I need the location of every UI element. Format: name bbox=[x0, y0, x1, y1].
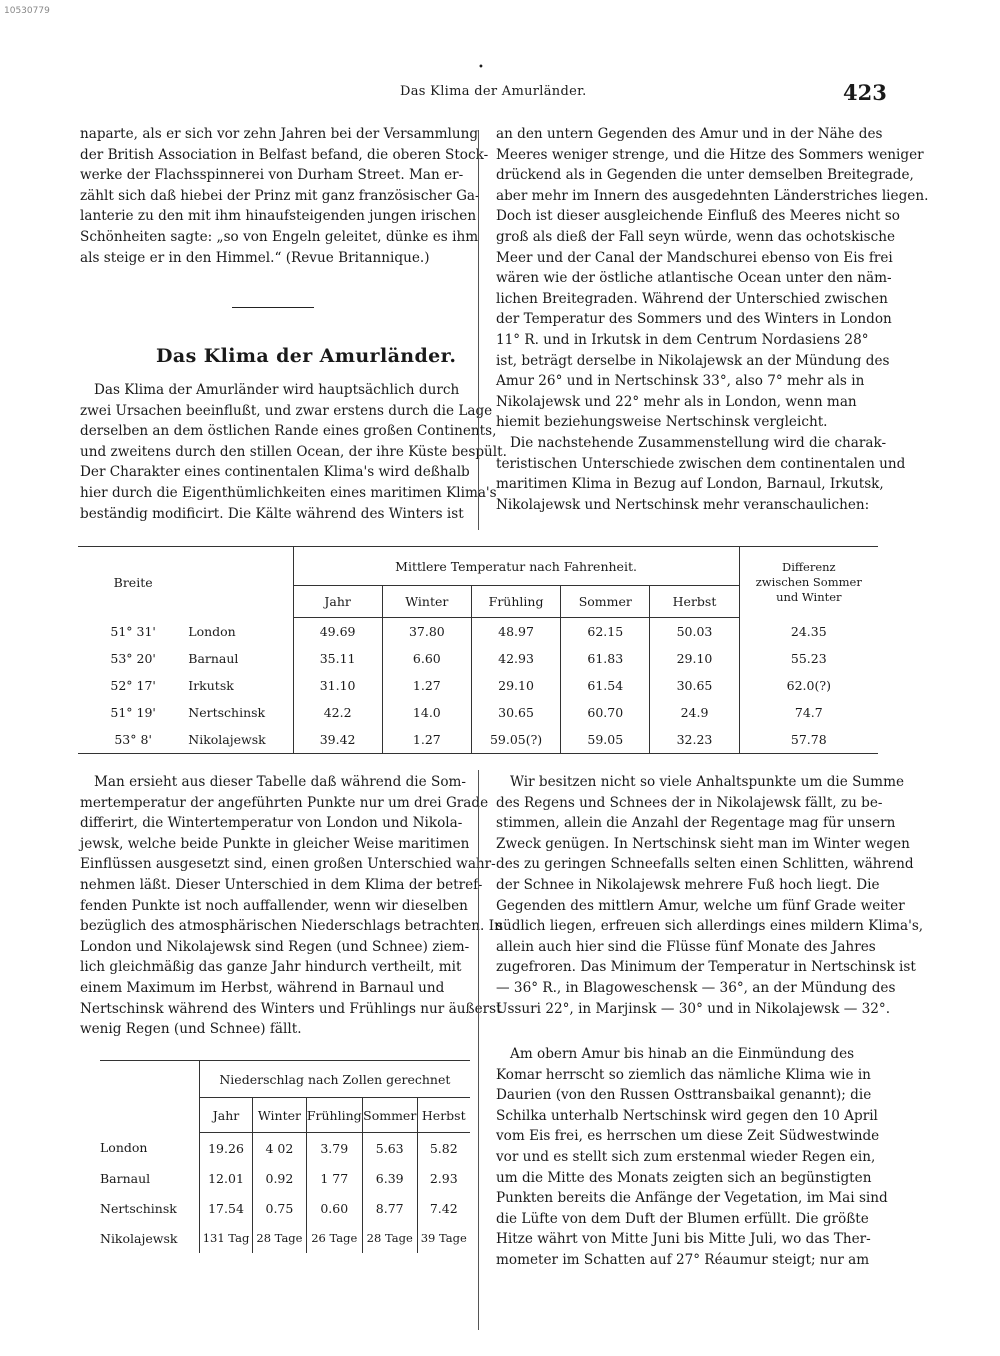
text-line: Nikolajewsk und 22° mehr als in London, wenn man bbox=[496, 393, 857, 410]
text-line: lichen Breitegraden. Während der Unterschied zwischen bbox=[496, 290, 888, 307]
text-line: nehmen läßt. Dieser Unterschied in dem Klima der betref- bbox=[80, 876, 483, 893]
text-line: der Temperatur des Sommers und des Winters in London bbox=[496, 311, 892, 328]
difference-header-line: zwischen Sommer bbox=[755, 574, 862, 589]
table-row bbox=[100, 1223, 470, 1253]
right-column-bottom bbox=[496, 1044, 888, 1271]
value-cell: 17.54 bbox=[199, 1193, 252, 1223]
text-line: ist, beträgt derselbe in Nikolajewsk an der Mündung des bbox=[496, 352, 890, 369]
text-line: an den untern Gegenden des Amur und in der Nähe des bbox=[496, 126, 883, 142]
text-line: Schilka unterhalb Nertschinsk wird gegen den 10 April bbox=[496, 1107, 878, 1124]
place-cell: Nikolajewsk bbox=[188, 732, 266, 747]
value-cell: 31.10 bbox=[293, 672, 382, 699]
table-row bbox=[78, 726, 878, 754]
value-cell: 0.75 bbox=[253, 1193, 306, 1223]
text-line: Meer und der Canal der Mandschurei ebenso von Eis frei bbox=[496, 249, 893, 266]
place-cell: Barnaul bbox=[100, 1170, 151, 1186]
place-cell: Barnaul bbox=[188, 651, 239, 666]
difference-cell: 57.78 bbox=[739, 726, 878, 754]
precipitation-group-header: Niederschlag nach Zollen gerechnet bbox=[199, 1061, 470, 1098]
text-line: des zu geringen Schneefalls selten einen Schlitten, während bbox=[496, 856, 914, 873]
text-line: die Lüfte von dem Duft der Blumen erfüllt. Die größte bbox=[496, 1210, 869, 1227]
left-column-top bbox=[80, 124, 489, 268]
value-cell: 29.10 bbox=[650, 645, 739, 672]
text-line: vom Eis frei, es herrschen um diese Zeit Südwestwinde bbox=[496, 1128, 880, 1145]
col-header-jahr: Jahr bbox=[293, 586, 382, 618]
col-header-sommer: Sommer bbox=[362, 1098, 417, 1133]
running-head: Das Klima der Amurländer. bbox=[400, 84, 587, 99]
column-divider-top bbox=[478, 130, 479, 530]
text-line: beständig modificirt. Die Kälte während des Winters ist bbox=[80, 505, 464, 522]
value-cell: 26 Tage bbox=[306, 1223, 362, 1253]
right-column-mid bbox=[496, 772, 924, 1019]
text-line: Daurien (von den Russen Osttransbaikal genannt); die bbox=[496, 1087, 872, 1104]
text-line: allein auch hier sind die Flüsse fünf Monate des Jahres bbox=[496, 938, 876, 955]
text-line: und zweitens durch den stillen Ocean, der ihre Küste bespült. bbox=[80, 443, 507, 460]
column-divider-bottom bbox=[478, 770, 479, 1330]
text-line: Man ersieht aus dieser Tabelle daß während die Som- bbox=[94, 774, 466, 790]
value-cell: 1.27 bbox=[382, 726, 471, 754]
left-column-mid bbox=[80, 772, 503, 1040]
table-row bbox=[78, 645, 878, 672]
value-cell: 19.26 bbox=[199, 1133, 252, 1164]
text-line: Nikolajewsk und Nertschinsk mehr veranschaulichen: bbox=[496, 496, 870, 513]
text-line: wären wie der östliche atlantische Ocean unter den näm- bbox=[496, 270, 892, 287]
value-cell: 5.82 bbox=[417, 1133, 470, 1164]
text-line: Einflüssen ausgesetzt sind, einen großen Unterschied wahr- bbox=[80, 856, 496, 873]
difference-cell: 55.23 bbox=[739, 645, 878, 672]
value-cell: 30.65 bbox=[650, 672, 739, 699]
text-line: der Schnee in Nikolajewsk mehrere Fuß hoch liegt. Die bbox=[496, 876, 880, 893]
value-cell: 3.79 bbox=[306, 1133, 362, 1164]
table-row bbox=[100, 1133, 470, 1164]
difference-cell: 62.0(?) bbox=[739, 672, 878, 699]
text-line: Punkten bereits die Anfänge der Vegetation, im Mai sind bbox=[496, 1190, 888, 1207]
value-cell: 61.83 bbox=[561, 645, 650, 672]
difference-header-line: Differenz bbox=[781, 559, 836, 574]
latitude-cell: 52° 17' bbox=[110, 678, 156, 693]
left-column-intro bbox=[80, 380, 507, 524]
value-cell: 48.97 bbox=[471, 618, 560, 646]
value-cell: 131 Tag bbox=[199, 1223, 252, 1253]
ornament-dot: • bbox=[478, 62, 484, 73]
article-title: Das Klima der Amurländer. bbox=[156, 345, 457, 367]
value-cell: 35.11 bbox=[293, 645, 382, 672]
text-line: teristischen Unterschiede zwischen dem continentalen und bbox=[496, 455, 906, 472]
text-line: mometer im Schatten auf 27° Réaumur steigt; nur am bbox=[496, 1251, 870, 1268]
value-cell: 59.05(?) bbox=[471, 726, 560, 754]
table-row bbox=[78, 618, 878, 646]
text-line: Hitze währt von Mitte Juni bis Mitte Juli, wo das Ther- bbox=[496, 1231, 871, 1248]
text-line: mertemperatur der angeführten Punkte nur um drei Grade bbox=[80, 794, 489, 811]
place-cell: London bbox=[188, 623, 236, 639]
value-cell: 0.92 bbox=[253, 1163, 306, 1193]
value-cell: 42.93 bbox=[471, 645, 560, 672]
value-cell: 5.63 bbox=[362, 1133, 417, 1164]
precipitation-table bbox=[100, 1060, 470, 1253]
value-cell: 29.10 bbox=[471, 672, 560, 699]
value-cell: 2.93 bbox=[417, 1163, 470, 1193]
value-cell: 59.05 bbox=[561, 726, 650, 754]
text-line: Amur 26° und in Nertschinsk 33°, also 7° mehr als in bbox=[496, 373, 865, 390]
value-cell: 30.65 bbox=[471, 699, 560, 726]
text-line: vor und es stellt sich zum erstenmal wieder Regen ein, bbox=[496, 1148, 876, 1165]
table-row bbox=[100, 1163, 470, 1193]
latitude-cell: 51° 31' bbox=[110, 623, 156, 639]
value-cell: 62.15 bbox=[561, 618, 650, 646]
temperature-group-header: Mittlere Temperatur nach Fahrenheit. bbox=[293, 547, 739, 586]
col-header-jahr: Jahr bbox=[199, 1098, 252, 1133]
text-line: London und Nikolajewsk sind Regen (und Schnee) ziem- bbox=[80, 938, 470, 955]
text-line: Nertschinsk während des Winters und Frühlings nur äußerst bbox=[80, 1000, 502, 1017]
text-line: Der Charakter eines continentalen Klima's wird deßhalb bbox=[80, 464, 470, 481]
value-cell: 39.42 bbox=[293, 726, 382, 754]
text-line: lanterie zu den mit ihm hinaufsteigenden jungen irischen bbox=[80, 208, 477, 225]
right-column-top bbox=[496, 124, 929, 515]
value-cell: 24.9 bbox=[650, 699, 739, 726]
value-cell: 8.77 bbox=[362, 1193, 417, 1223]
latitude-cell: 51° 19' bbox=[110, 705, 156, 720]
value-cell: 50.03 bbox=[650, 618, 739, 646]
text-line: südlich liegen, erfreuen sich allerdings eines mildern Klima's, bbox=[496, 918, 924, 935]
difference-header-line: und Winter bbox=[776, 589, 842, 604]
col-header-herbst: Herbst bbox=[650, 586, 739, 618]
col-header-fruehling: Frühling bbox=[471, 586, 560, 618]
place-cell: Irkutsk bbox=[188, 678, 234, 693]
text-line: — 36° R., in Blagoweschensk — 36°, an der Mündung des bbox=[496, 979, 896, 996]
table-row bbox=[78, 672, 878, 699]
text-line: maritimen Klima in Bezug auf London, Barnaul, Irkutsk, bbox=[496, 476, 884, 493]
text-line: Am obern Amur bis hinab an die Einmündung des bbox=[510, 1046, 855, 1062]
place-cell: Nertschinsk bbox=[188, 705, 266, 720]
value-cell: 4 02 bbox=[253, 1133, 306, 1164]
text-line: Ussuri 22°, in Marjinsk — 30° und in Nikolajewsk — 32°. bbox=[496, 1000, 891, 1017]
text-line: derselben an dem östlichen Rande eines großen Continents, bbox=[80, 423, 497, 440]
table-row bbox=[100, 1193, 470, 1223]
col-header-herbst: Herbst bbox=[417, 1098, 470, 1133]
text-line: jewsk, welche beide Punkte in gleicher Weise maritimen bbox=[80, 835, 470, 852]
text-line: differirt, die Wintertemperatur von London und Nikola- bbox=[80, 815, 463, 832]
value-cell: 1.27 bbox=[382, 672, 471, 699]
text-line: hiemit beziehungsweise Nertschinsk vergleicht. bbox=[496, 414, 828, 431]
value-cell: 12.01 bbox=[199, 1163, 252, 1193]
archive-stamp: 10530779 bbox=[4, 6, 50, 16]
text-line: Doch ist dieser ausgleichende Einfluß des Meeres nicht so bbox=[496, 208, 900, 225]
place-cell: London bbox=[100, 1140, 148, 1156]
col-header-sommer: Sommer bbox=[561, 586, 650, 618]
text-line: fenden Punkte ist noch auffallender, wenn wir dieselben bbox=[80, 897, 468, 914]
text-line: Meeres weniger strenge, und die Hitze des Sommers weniger bbox=[496, 146, 924, 163]
text-line: bezüglich des atmosphärischen Niederschlags betrachten. In bbox=[80, 918, 503, 935]
text-line: zugefroren. Das Minimum der Temperatur in Nertschinsk ist bbox=[496, 959, 916, 976]
text-line: Gegenden des mittlern Amur, welche um fünf Grade weiter bbox=[496, 897, 905, 914]
place-cell: Nikolajewsk bbox=[100, 1230, 178, 1246]
text-line: werke der Flachsspinnerei von Durham Street. Man er- bbox=[80, 167, 464, 184]
difference-cell: 24.35 bbox=[739, 618, 878, 646]
text-line: Das Klima der Amurländer wird hauptsächlich durch bbox=[94, 382, 460, 398]
value-cell: 0.60 bbox=[306, 1193, 362, 1223]
section-divider bbox=[232, 307, 314, 308]
text-line: stimmen, allein die Anzahl der Regentage mag für unsern bbox=[496, 815, 896, 832]
text-line: zwei Ursachen beeinflußt, und zwar erstens durch die Lage bbox=[80, 402, 493, 419]
text-line: Wir besitzen nicht so viele Anhaltspunkte um die Summe bbox=[510, 774, 905, 790]
text-line: wenig Regen (und Schnee) fällt. bbox=[80, 1021, 302, 1038]
text-line: um die Mitte des Monats zeigten sich an begünstigten bbox=[496, 1169, 872, 1186]
latitude-cell: 53° 8' bbox=[114, 732, 152, 747]
text-line: hier durch die Eigenthümlichkeiten eines maritimen Klima's bbox=[80, 484, 497, 501]
text-line: 11° R. und in Irkutsk in dem Centrum Nordasiens 28° bbox=[496, 331, 869, 348]
text-line: drückend als in Gegenden die unter demselben Breitegrade, bbox=[496, 167, 914, 184]
temperature-table bbox=[78, 546, 878, 754]
col-header-winter: Winter bbox=[253, 1098, 306, 1133]
value-cell: 37.80 bbox=[382, 618, 471, 646]
text-line: als steige er in den Himmel.“ (Revue Britannique.) bbox=[80, 249, 430, 266]
value-cell: 49.69 bbox=[293, 618, 382, 646]
value-cell: 7.42 bbox=[417, 1193, 470, 1223]
text-line: Die nachstehende Zusammenstellung wird die charak- bbox=[510, 434, 887, 451]
difference-cell: 74.7 bbox=[739, 699, 878, 726]
value-cell: 6.60 bbox=[382, 645, 471, 672]
value-cell: 32.23 bbox=[650, 726, 739, 754]
value-cell: 61.54 bbox=[561, 672, 650, 699]
latitude-cell: 53° 20' bbox=[110, 651, 156, 666]
text-line: lich gleichmäßig das ganze Jahr hindurch vertheilt, mit bbox=[80, 959, 462, 976]
value-cell: 28 Tage bbox=[362, 1223, 417, 1253]
col-header-fruehling: Frühling bbox=[306, 1098, 362, 1133]
text-line: Zweck genügen. In Nertschinsk sieht man im Winter wegen bbox=[496, 835, 910, 852]
text-line: der British Association in Belfast befand, die oberen Stock- bbox=[80, 146, 489, 163]
text-line: naparte, als er sich vor zehn Jahren bei der Versammlung bbox=[80, 126, 479, 142]
difference-header bbox=[739, 547, 878, 618]
place-cell: Nertschinsk bbox=[100, 1200, 177, 1216]
text-line: Komar herrscht so ziemlich das nämliche Klima wie in bbox=[496, 1066, 871, 1083]
text-line: groß als dieß der Fall seyn würde, wenn das ochotskische bbox=[496, 228, 896, 245]
value-cell: 6.39 bbox=[362, 1163, 417, 1193]
col-header-winter: Winter bbox=[382, 586, 471, 618]
table-row bbox=[78, 699, 878, 726]
text-line: aber mehr im Innern des ausgedehnten Länderstriches liegen. bbox=[496, 187, 929, 204]
page-number: 423 bbox=[843, 80, 887, 105]
value-cell: 1 77 bbox=[306, 1163, 362, 1193]
value-cell: 28 Tage bbox=[253, 1223, 306, 1253]
breite-header: Breite bbox=[113, 574, 153, 590]
value-cell: 14.0 bbox=[382, 699, 471, 726]
text-line: des Regens und Schnees der in Nikolajewsk fällt, zu be- bbox=[496, 794, 883, 811]
value-cell: 42.2 bbox=[293, 699, 382, 726]
value-cell: 60.70 bbox=[561, 699, 650, 726]
value-cell: 39 Tage bbox=[417, 1223, 470, 1253]
text-line: einem Maximum im Herbst, während in Barnaul und bbox=[80, 979, 445, 996]
text-line: Schönheiten sagte: „so von Engeln geleitet, dünke es ihm bbox=[80, 228, 479, 245]
text-line: zählt sich daß hiebei der Prinz mit ganz französischer Ga- bbox=[80, 187, 480, 204]
